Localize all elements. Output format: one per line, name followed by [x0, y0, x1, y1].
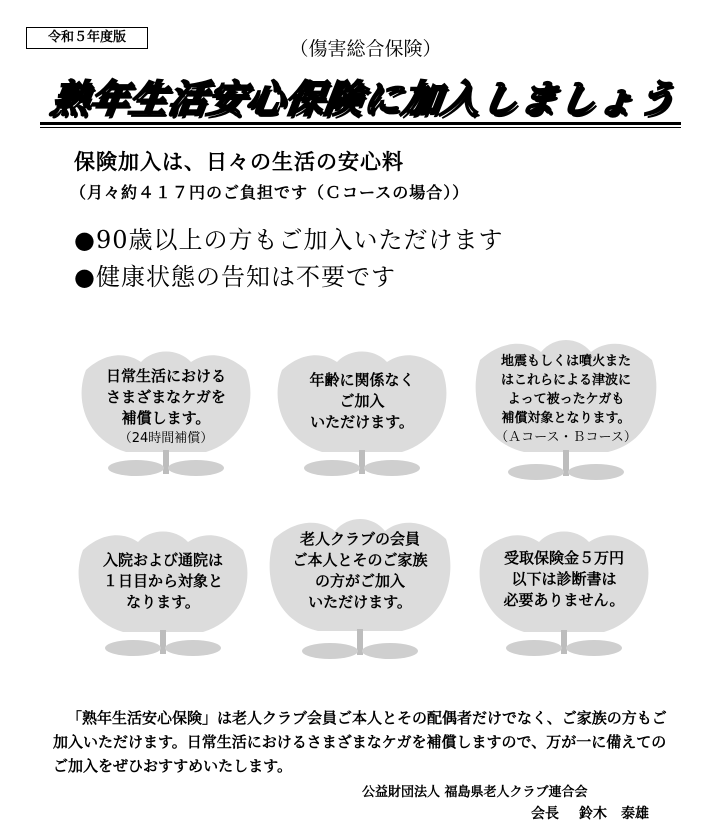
title-underline	[40, 122, 681, 125]
feature-sub: （Ａコース・Ｂコース）	[495, 430, 637, 445]
feature-text-3	[486, 352, 646, 447]
page-title: 熟年生活安心保険に加入しましょう	[48, 77, 679, 121]
point-age: ●90歳以上の方もご加入いただけます	[74, 226, 504, 254]
feature-line: さまざまなケガを	[106, 388, 226, 406]
chair-name: 鈴木 泰雄	[579, 806, 649, 822]
feature-card-5	[260, 505, 460, 665]
title-underline-thin	[40, 127, 681, 128]
feature-text-2	[282, 370, 442, 433]
feature-line: 日常生活における	[105, 367, 226, 385]
feature-card-3	[466, 326, 666, 486]
feature-text-1	[86, 366, 246, 448]
headline-note: （月々約４１７円のご負担です（Ｃコースの場合））	[70, 183, 470, 202]
feature-line: 以下は診断書は	[511, 570, 617, 588]
feature-line: １日目から対象と	[102, 572, 223, 590]
feature-line: ご加入	[339, 392, 385, 410]
chair-signature	[531, 803, 669, 823]
feature-line: 受取保険金５万円	[503, 549, 624, 567]
feature-sub: （24時間補償）	[118, 431, 214, 446]
feature-line: 年齢に関係なく	[309, 371, 415, 389]
chair-title: 会長	[531, 806, 559, 822]
feature-text-5	[280, 529, 440, 613]
feature-line: ご本人とそのご家族	[292, 551, 428, 569]
feature-line: 必要ありません。	[503, 591, 625, 609]
point-health: ●健康状態の告知は不要です	[74, 263, 396, 291]
feature-line: 地震もしくは噴火また	[500, 354, 631, 369]
feature-line: の方がご加入	[314, 572, 405, 590]
feature-line: 老人クラブの会員	[299, 530, 420, 548]
feature-line: はこれらによる津波に	[500, 373, 631, 388]
feature-card-6	[464, 510, 664, 670]
feature-line: 補償します。	[121, 409, 211, 427]
feature-card-1	[66, 330, 266, 490]
feature-text-4	[83, 550, 243, 613]
feature-card-2	[262, 330, 462, 490]
feature-line: 補償対象となります。	[501, 411, 631, 426]
footer-paragraph: 「熟年生活安心保険」は老人クラブ会員ご本人とその配偶者だけでなく、ご家族の方もご加入いただけます。日常生活におけるさまざまなケガを補償しますので、万が一に備えてのご加入をぜひおすすめいたします。	[53, 709, 667, 775]
feature-card-4	[63, 510, 263, 670]
page-subtitle: （傷害総合保険）	[289, 38, 442, 60]
feature-line: よって被ったケガも	[507, 392, 625, 407]
headline: 保険加入は、日々の生活の安心料	[74, 150, 404, 174]
feature-line: 入院および通院は	[102, 551, 223, 569]
organization-name: 公益財団法人 福島県老人クラブ連合会	[362, 785, 588, 800]
feature-line: いただけます。	[308, 593, 412, 611]
feature-line: なります。	[126, 593, 200, 611]
feature-text-6	[484, 548, 644, 611]
feature-line: いただけます。	[310, 413, 414, 431]
edition-badge: 令和５年度版	[26, 27, 148, 49]
